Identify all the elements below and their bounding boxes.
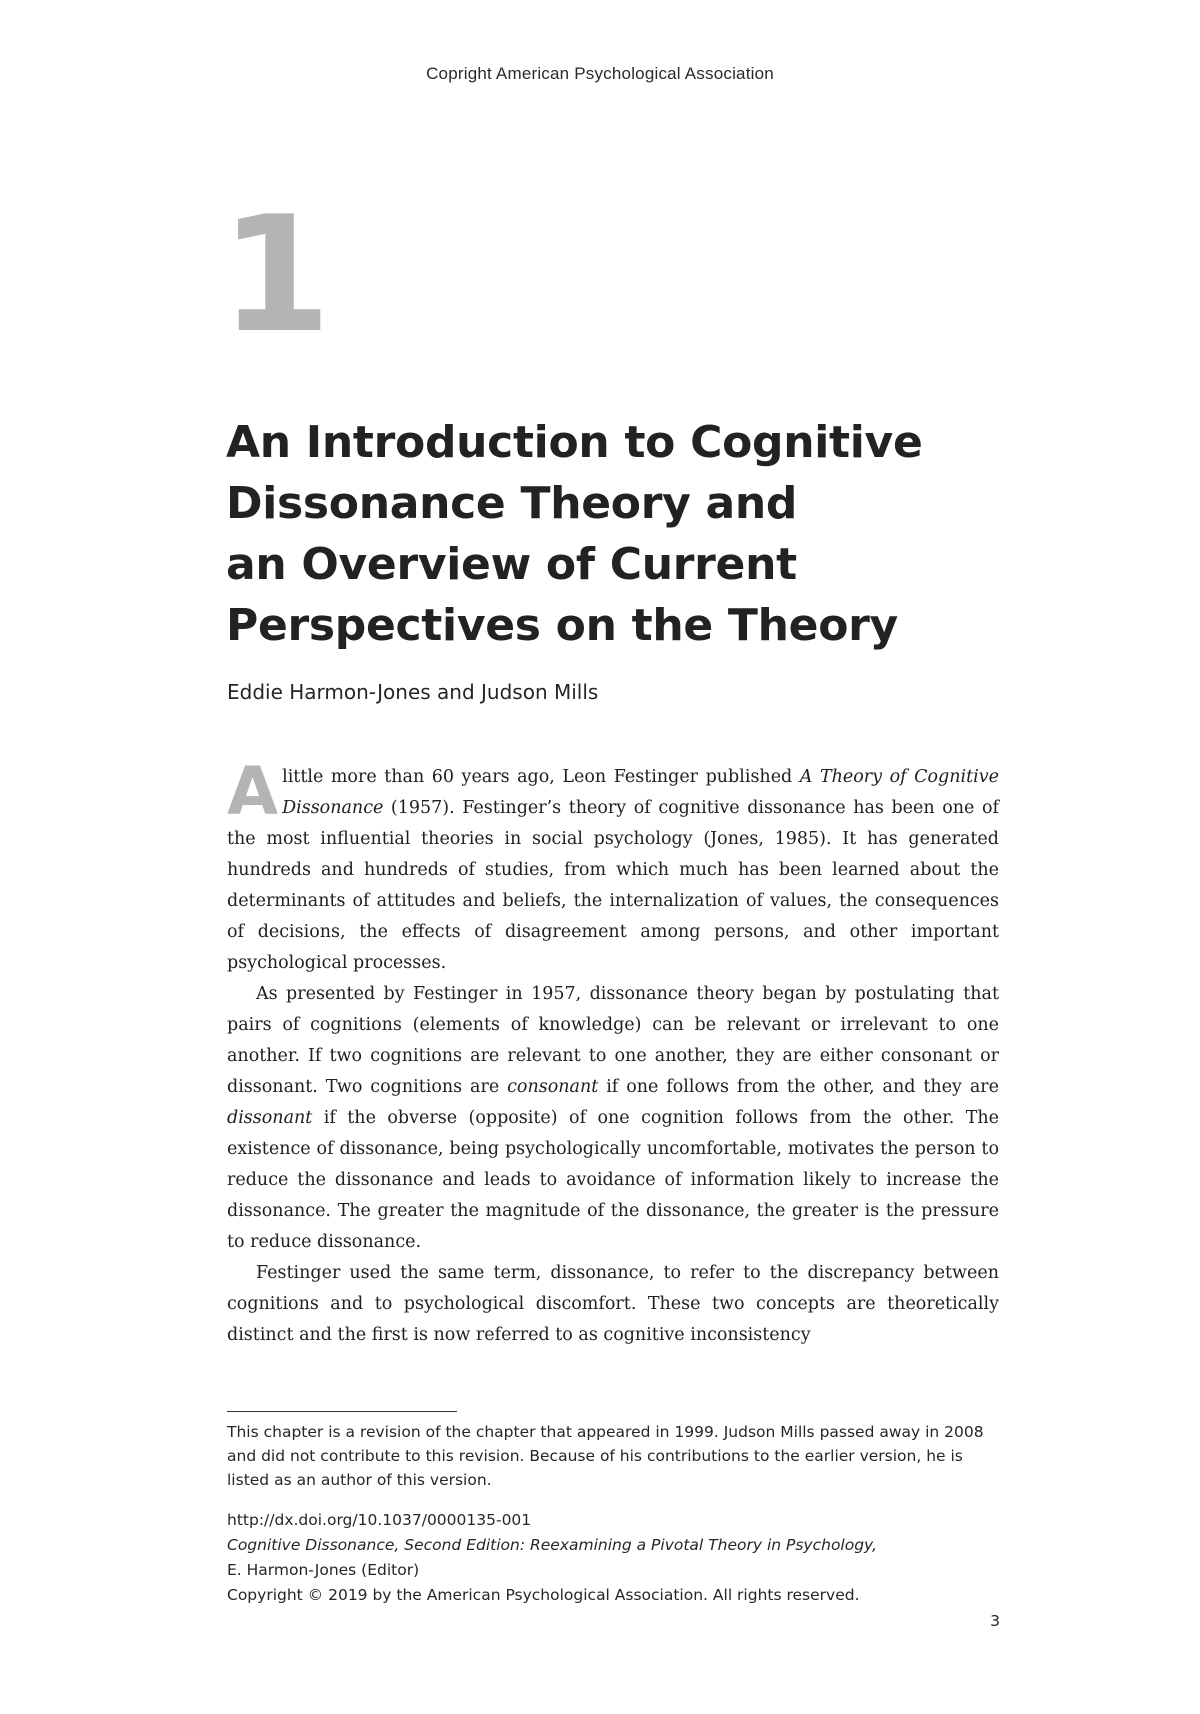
- body-paragraph-1: [227, 753, 999, 979]
- copyright-header: Copright American Psychological Association: [426, 64, 774, 83]
- term-italic: consonant: [507, 1077, 599, 1097]
- chapter-title: [226, 412, 1006, 656]
- paragraph-text: Festinger used the same term, dissonance, to refer to the discrepancy between cognitions and to psychological discomfort. These two concepts are theoretically distinct and the first is now referred to as cognitive inconsistency: [227, 1263, 999, 1345]
- book-title-italic: A Theory of Cognitive Dissonance: [282, 767, 999, 818]
- drop-cap: A: [227, 753, 279, 830]
- chapter-title-line: Dissonance Theory and: [226, 478, 798, 529]
- paragraph-text: if one follows from the other, and they are: [598, 1077, 999, 1097]
- paragraph-text: (1957). Festinger’s theory of cognitive dissonance has been one of the most influential theories in social psychology (Jones, 1985). It has generated hundreds and hundreds of studies, from which much has been learned about the determinants of attitudes and beliefs, the internalization of values, the consequences of decisions, the effects of disagreement among persons, and other important psychological processes.: [227, 798, 999, 973]
- page-number: 3: [990, 1612, 1000, 1630]
- chapter-title-line: Perspectives on the Theory: [226, 600, 898, 651]
- copyright-statement: Copyright © 2019 by the American Psychological Association. All rights reserved.: [227, 1586, 860, 1604]
- chapter-number: 1: [220, 181, 332, 368]
- paragraph-text: if the obverse (opposite) of one cognition follows from the other. The existence of dissonance, being psychologically uncomfortable, motivates the person to reduce the dissonance and leads to avoidance of information likely to increase the dissonance. The greater the magnitude of the dissonance, the greater is the pressure to reduce dissonance.: [227, 1108, 999, 1252]
- citation-block: [227, 1508, 1007, 1608]
- chapter-authors: Eddie Harmon-Jones and Judson Mills: [227, 680, 599, 704]
- chapter-title-line: An Introduction to Cognitive: [226, 417, 923, 468]
- body-paragraph-3: [227, 1258, 999, 1351]
- book-citation-editor: E. Harmon-Jones (Editor): [227, 1561, 420, 1579]
- book-citation-title: Cognitive Dissonance, Second Edition: Reexamining a Pivotal Theory in Psychology,: [227, 1536, 877, 1554]
- doi-link[interactable]: http://dx.doi.org/10.1037/0000135-001: [227, 1511, 532, 1529]
- paragraph-text: little more than 60 years ago, Leon Festinger published: [282, 767, 800, 787]
- term-italic: dissonant: [227, 1108, 313, 1128]
- footnote: This chapter is a revision of the chapter that appeared in 1999. Judson Mills passed away in 2008 and did not contribute to this revision. Because of his contributions to the earlier version, he is listed as an author of this version.: [227, 1423, 984, 1489]
- chapter-title-line: an Overview of Current: [226, 539, 797, 590]
- body-paragraph-2: [227, 979, 999, 1258]
- footnote-divider: [227, 1411, 457, 1412]
- chapter-body: [227, 753, 999, 1351]
- paragraph-text: As presented by Festinger in 1957, dissonance theory began by postulating that pairs of cognitions (elements of knowledge) can be relevant or irrelevant to one another. If two cognitions are relevant to one another, they are either consonant or dissonant. Two cognitions are: [227, 984, 999, 1097]
